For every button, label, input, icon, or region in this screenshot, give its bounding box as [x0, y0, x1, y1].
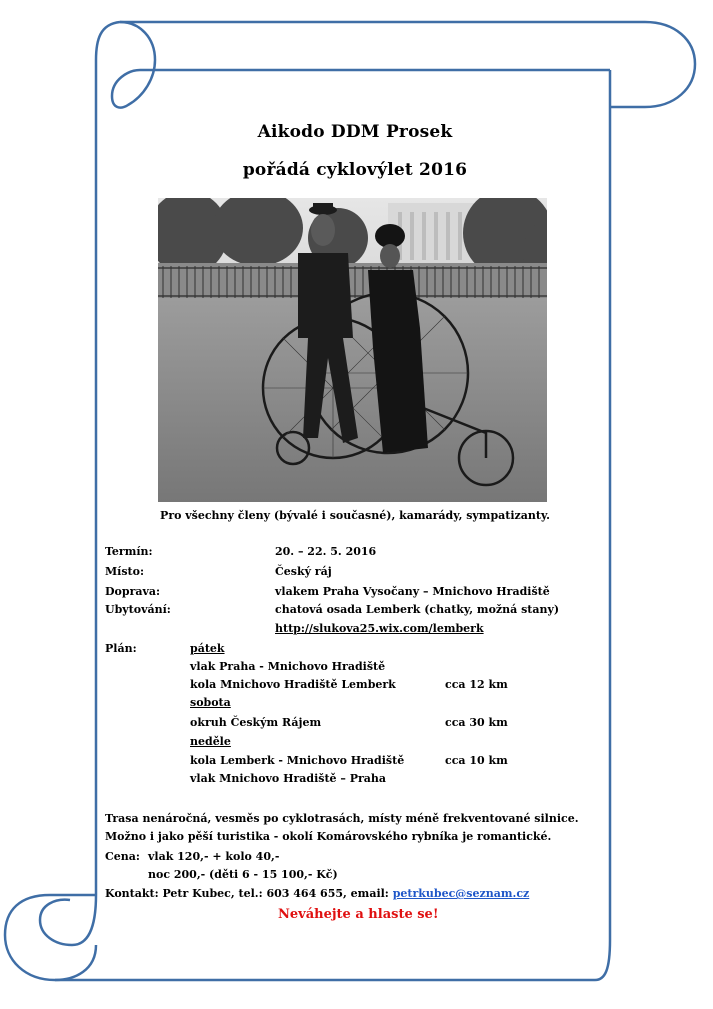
plan-patek-item-1: vlak Praha - Mnichovo Hradiště [190, 660, 386, 673]
doprava-value: vlakem Praha Vysočany – Mnichovo Hradiště [275, 585, 550, 598]
kontakt-line [105, 887, 529, 900]
plan-sobota-item-1: okruh Českým Rájem [190, 716, 322, 729]
plan-nedele-item-2: vlak Mnichovo Hradiště – Praha [190, 772, 387, 785]
plan-nedele-distance: cca 10 km [445, 754, 508, 767]
cena-line-1: vlak 120,- + kolo 40,- [148, 850, 280, 863]
tricycle-photo [158, 198, 547, 502]
plan-day-patek: pátek [190, 642, 225, 655]
misto-label: Místo: [105, 565, 145, 578]
misto-value: Český ráj [275, 565, 332, 578]
info-line-2: Možno i jako pěší turistika - okolí Komárovského rybníka je romantické. [105, 830, 552, 843]
title-line-1: Aikodo DDM Prosek [257, 122, 453, 142]
kontakt-text: Kontakt: Petr Kubec, tel.: 603 464 655, email: [105, 887, 389, 900]
plan-label: Plán: [105, 642, 137, 655]
ubytovani-label: Ubytování: [105, 603, 171, 616]
call-to-action: Neváhejte a hlaste se! [278, 907, 439, 922]
cena-line-2: noc 200,- (děti 6 - 15 100,- Kč) [148, 868, 338, 881]
photo-caption: Pro všechny členy (bývalé i současné), kamarády, sympatizanty. [160, 509, 550, 522]
termin-label: Termín: [105, 545, 153, 558]
cena-label: Cena: [105, 850, 140, 863]
email-link[interactable]: petrkubec@seznam.cz [392, 887, 530, 900]
ubytovani-value: chatová osada Lemberk (chatky, možná stany) [275, 603, 560, 616]
plan-nedele-item-1: kola Lemberk - Mnichovo Hradiště [190, 754, 405, 767]
ubytovani-link[interactable]: http://slukova25.wix.com/lemberk [275, 622, 484, 635]
plan-patek-distance: cca 12 km [445, 678, 508, 691]
plan-sobota-distance: cca 30 km [445, 716, 508, 729]
plan-day-nedele: neděle [190, 735, 231, 748]
info-line-1: Trasa nenáročná, vesměs po cyklotrasách, místy méně frekventované silnice. [105, 812, 579, 825]
plan-day-sobota: sobota [190, 696, 231, 709]
title-line-2: pořádá cyklovýlet 2016 [242, 160, 468, 180]
plan-patek-item-2: kola Mnichovo Hradiště Lemberk [190, 678, 396, 691]
doprava-label: Doprava: [105, 585, 161, 598]
termin-value: 20. – 22. 5. 2016 [275, 545, 377, 558]
